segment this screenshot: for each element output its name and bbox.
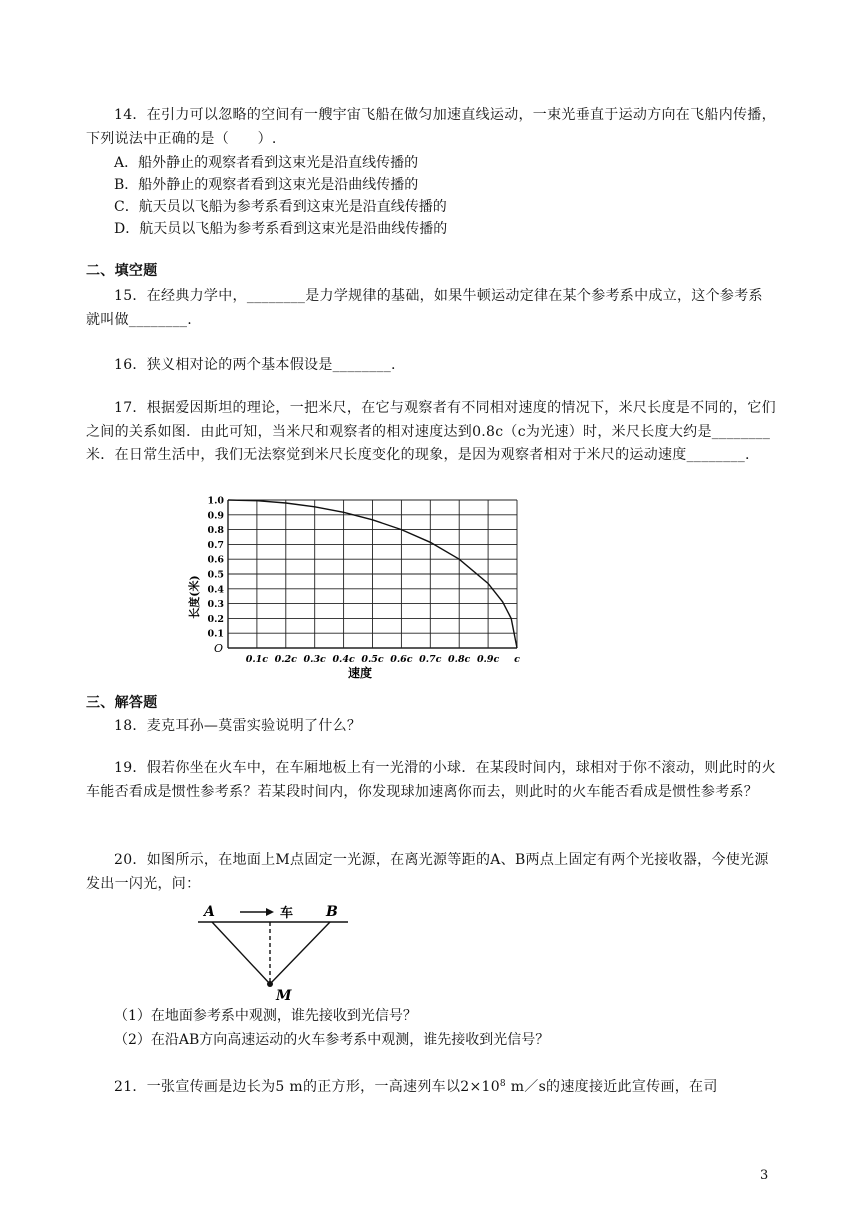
length-velocity-chart [180,492,530,684]
y-tick-label: 0.9 [207,510,224,522]
chart-grid [228,500,517,648]
x-tick-label: 0.5c [361,654,384,665]
question-14-option-a: A．船外静止的观察者看到这束光是沿直线传播的 [114,155,419,171]
x-tick-labels [246,654,520,665]
label-m: M [276,988,292,1002]
question-21-text-b: m／s的速度接近此宣传画，在司 [505,1079,718,1095]
x-axis-label: 速度 [347,666,373,680]
x-tick-label: 0.9c [476,654,500,665]
x-tick-label: 0.7c [419,654,442,665]
label-a: A [204,904,215,920]
y-tick-label: 1.0 [207,495,224,507]
arrow-head [266,908,274,916]
question-18: 18．麦克耳孙—莫雷实验说明了什么？ [114,718,362,734]
question-14-option-c: C．航天员以飞船为参考系看到这束光是沿直线传播的 [114,199,447,215]
y-tick-label: 0.5 [207,569,224,581]
y-axis-label: 长度(米) [188,575,201,619]
question-20-sub-2: （2）在沿AB方向高速运动的火车参考系中观测，谁先接收到光信号？ [114,1032,550,1048]
question-14-stem: 14．在引力可以忽略的空间有一艘宇宙飞船在做匀加速直线运动，一束光垂直于运动方向在飞船内传播，下列说法中正确的是（ ）. [86,107,776,147]
y-tick-label: 0.4 [207,584,224,596]
origin-label: O [214,642,224,655]
question-15: 15．在经典力学中，________是力学规律的基础，如果牛顿运动定律在某个参考系中成立，这个参考系就叫做________. [86,288,763,328]
x-tick-label: 0.8c [448,654,471,665]
question-17: 17．根据爱因斯坦的理论，一把米尺，在它与观察者有不同相对速度的情况下，米尺长度是不同的，它们之间的关系如图．由此可知，当米尺和观察者的相对速度达到0.8c（c为光速）时，米尺长度大约是________米．在日常生活中，我们无法察觉到米尺长度变化的现象，是因为观察者相对于米尺的运动速度________. [86,400,776,463]
car-label: 车 [280,906,294,921]
x-tick-label: 0.1c [245,654,269,665]
page-number: 3 [760,1168,769,1183]
y-tick-label: 0.8 [207,525,224,537]
question-21 [86,1073,776,1100]
y-tick-label: 0.3 [207,599,224,611]
y-tick-labels [207,496,224,640]
line-a-to-m [212,922,270,984]
x-tick-label: 0.2c [274,654,297,665]
question-21-text-a: 21．一张宣传画是边长为5 m的正方形，一高速列车以2×10 [114,1079,500,1095]
question-19: 19．假若你坐在火车中，在车厢地板上有一光滑的小球．在某段时间内，球相对于你不滚动，则此时的火车能否看成是惯性参考系？若某段时间内，你发现球加速离你而去，则此时的火车能否看成是惯性参考系？ [86,760,776,800]
y-tick-label: 0.7 [207,539,224,551]
x-tick-label: 0.6c [390,654,413,665]
question-16: 16．狭义相对论的两个基本假设是________. [114,357,396,373]
y-tick-label: 0.6 [207,554,224,566]
section-heading-fill-in: 二、填空题 [86,263,158,279]
section-heading-answer: 三、解答题 [86,695,158,711]
question-20-stem: 20．如图所示，在地面上M点固定一光源，在离光源等距的A、B两点上固定有两个光接收器，今使光源发出一闪光，问： [86,852,769,892]
label-b: B [326,904,338,920]
y-tick-label: 0.1 [207,628,224,640]
question-21-exponent: 8 [499,1079,506,1089]
question-14-option-b: B．船外静止的观察者看到这束光是沿曲线传播的 [114,177,419,193]
x-tick-label: c [514,654,520,665]
line-b-to-m [270,922,330,984]
x-tick-label: 0.3c [303,654,326,665]
question-20-sub-1: （1）在地面参考系中观测，谁先接收到光信号？ [114,1008,417,1024]
x-tick-label: 0.4c [332,654,355,665]
question-14-option-d: D．航天员以飞船为参考系看到这束光是沿曲线传播的 [114,221,448,237]
light-source-point [267,981,273,987]
light-source-diagram [190,902,360,1002]
y-tick-label: 0.2 [207,613,224,625]
